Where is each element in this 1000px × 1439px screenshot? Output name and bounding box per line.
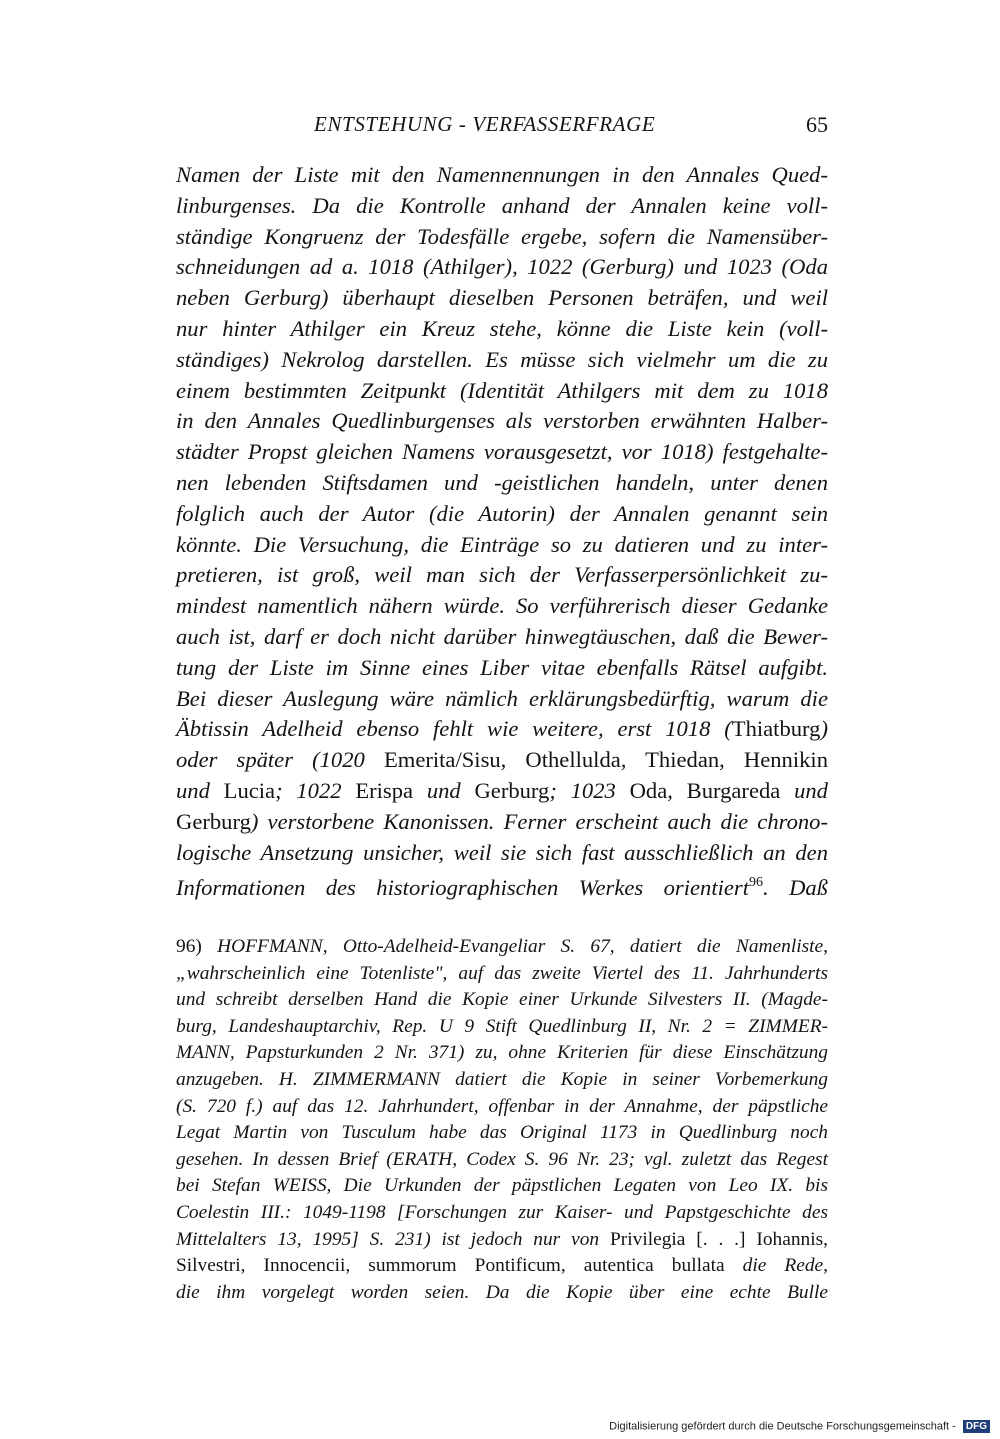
body-line: [176, 222, 828, 253]
text-segment: Silvestri, Innocencii, summorum Pontificum, autentica bullata: [176, 1255, 743, 1277]
footnote-line: [176, 987, 828, 1014]
text-segment: (S. 720 f.) auf das 12. Jahrhundert, offenbar in der Annahme, der päpstliche: [176, 1095, 828, 1117]
running-title: ENTSTEHUNG - VERFASSERFRAGE: [314, 112, 656, 136]
body-line: [176, 653, 828, 684]
text-segment: linburgenses. Da die Kontrolle anhand der Annalen keine voll-: [176, 192, 828, 218]
text-segment: ständiges) Nekrolog darstellen. Es müsse sich vielmehr um die zu: [176, 346, 828, 372]
footnote-line: [176, 1227, 828, 1254]
text-segment: pretieren, ist groß, weil man sich der Verfasserpersönlichkeit zu-: [176, 562, 828, 588]
footnote-line: [176, 934, 828, 961]
text-segment: Gerburg: [474, 777, 550, 803]
text-segment: Coelestin III.: 1049-1198 [Forschungen zur Kaiser- und Papstgeschichte des: [176, 1201, 828, 1223]
body-line: [176, 314, 828, 345]
footnote-ref: 96: [748, 875, 763, 891]
text-segment: Oda, Burgareda: [629, 777, 795, 803]
text-segment: ) verstorbene Kanonissen. Ferner erscheint auch die chrono-: [250, 808, 828, 834]
footnote-line: [176, 1067, 828, 1094]
footnote-line: [176, 1173, 828, 1200]
body-line: [176, 868, 828, 899]
body-line: [176, 406, 828, 437]
body-line: [176, 745, 828, 776]
text-segment: in den Annales Quedlinburgenses als verstorben erwähnten Halber-: [176, 408, 828, 434]
text-segment: Äbtissin Adelheid ebenso fehlt wie weitere, erst 1018 (: [176, 716, 732, 742]
body-line: [176, 560, 828, 591]
text-segment: MANN, Papsturkunden 2 Nr. 371) zu, ohne Kriterien für diese Einschätzung: [176, 1042, 828, 1064]
body-line: [176, 283, 828, 314]
text-segment: Namen der Liste mit den Namennennungen in den Annales Qued-: [176, 162, 828, 187]
body-line: [176, 530, 828, 561]
footnote-line: [176, 1094, 828, 1121]
text-segment: ; 1022: [275, 777, 356, 803]
text-segment: neben Gerburg) überhaupt dieselben Personen beträfen, und weil: [176, 285, 828, 311]
text-segment: ; 1023: [549, 777, 630, 803]
text-segment: Emerita/Sisu, Othellulda, Thiedan, Hennikin: [383, 747, 828, 773]
body-line: [176, 622, 828, 653]
text-segment: die Rede,: [742, 1255, 828, 1277]
text-segment: nen lebenden Stiftsdamen und -geistlichen handeln, unter denen: [176, 469, 828, 495]
text-segment: städter Propst gleichen Namens vorausgesetzt, vor 1018) festgehalte-: [176, 439, 828, 465]
text-segment: einem bestimmten Zeitpunkt (Identität Athilgers mit dem zu 1018: [176, 377, 828, 403]
body-line: [176, 437, 828, 468]
text-segment: Erispa: [355, 777, 427, 803]
footnote-line: [176, 1280, 828, 1307]
text-segment: die ihm vorgelegt worden seien. Da die Kopie über eine echte Bulle: [176, 1281, 828, 1303]
body-line: [176, 345, 828, 376]
text-segment: und: [176, 777, 224, 803]
body-line: [176, 376, 828, 407]
text-segment: „wahrscheinlich eine Totenliste", auf das zweite Viertel des 11. Jahrhunderts: [176, 962, 828, 984]
text-segment: Mittelalters 13, 1995] S. 231) ist jedoch nur von: [176, 1228, 610, 1250]
credit-text: Digitalisierung gefördert durch die Deutsche Forschungsgemeinschaft -: [609, 1420, 956, 1433]
footnote-line: [176, 1200, 828, 1227]
body-line: [176, 714, 828, 745]
text-segment: tung der Liste im Sinne eines Liber vitae ebenfalls Rätsel aufgibt.: [176, 654, 828, 680]
dfg-logo: DFG: [963, 1420, 990, 1433]
text-segment: schneidungen ad a. 1018 (Athilger), 1022 (Gerburg) und 1023 (Oda: [176, 254, 828, 280]
text-segment: und: [426, 777, 475, 803]
body-line: [176, 838, 828, 869]
body-text: [176, 160, 828, 899]
text-segment: Privilegia [. . .] Iohannis,: [610, 1228, 828, 1250]
footnote-line: [176, 1120, 828, 1147]
text-segment: Bei dieser Auslegung wäre nämlich erklärungsbedürftig, warum die: [176, 685, 828, 711]
text-segment: oder später (1020: [176, 747, 384, 773]
body-line: [176, 191, 828, 222]
body-line: [176, 776, 828, 807]
body-line: [176, 684, 828, 715]
footnote-line: [176, 1040, 828, 1067]
text-segment: ): [820, 716, 828, 742]
text-segment: logische Ansetzung unsicher, weil sie sich fast ausschließlich an den: [176, 839, 828, 865]
footnote-line: [176, 1253, 828, 1280]
body-line: [176, 807, 828, 838]
footnote-line: [176, 1147, 828, 1174]
footnote-line: [176, 961, 828, 988]
text-segment: Thiatburg: [731, 716, 821, 742]
text-segment: und: [794, 777, 828, 803]
text-segment: ständige Kongruenz der Todesfälle ergebe, sofern die Namensüber-: [176, 223, 828, 249]
text-segment: burg, Landeshauptarchiv, Rep. U 9 Stift Quedlinburg II, Nr. 2 = ZIMMER-: [176, 1015, 828, 1037]
text-segment: gesehen. In dessen Brief (ERATH, Codex S. 96 Nr. 23; vgl. zuletzt das Regest: [176, 1148, 828, 1170]
text-segment: . Daß: [762, 875, 828, 901]
text-segment: und schreibt derselben Hand die Kopie einer Urkunde Silvesters II. (Magde-: [176, 989, 828, 1011]
running-header: [314, 112, 828, 144]
page-number: 65: [806, 112, 828, 137]
text-segment: HOFFMANN, Otto-Adelheid-Evangeliar S. 67, datiert die Namenliste,: [217, 936, 828, 957]
text-segment: auch ist, darf er doch nicht darüber hinwegtäuschen, daß die Bewer-: [176, 623, 828, 649]
digitization-credit: [609, 1420, 990, 1433]
body-line: [176, 499, 828, 530]
text-segment: Informationen des historiographischen Werkes orientiert: [176, 875, 749, 901]
text-segment: anzugeben. H. ZIMMERMANN datiert die Kopie in seiner Vorbemerkung: [176, 1068, 828, 1090]
body-line: [176, 160, 828, 191]
footnote-line: [176, 1014, 828, 1041]
text-segment: Gerburg: [176, 808, 251, 834]
text-segment: mindest namentlich nähern würde. So verführerisch dieser Gedanke: [176, 593, 828, 619]
body-line: [176, 591, 828, 622]
body-line: [176, 252, 828, 283]
text-segment: 96): [176, 936, 218, 957]
text-segment: Lucia: [223, 777, 276, 803]
body-line: [176, 468, 828, 499]
text-segment: nur hinter Athilger ein Kreuz stehe, könne die Liste kein (voll-: [176, 315, 828, 341]
text-segment: könnte. Die Versuchung, die Einträge so zu datieren und zu inter-: [176, 531, 828, 557]
text-segment: folglich auch der Autor (die Autorin) der Annalen genannt sein: [176, 500, 828, 526]
text-segment: bei Stefan WEISS, Die Urkunden der päpstlichen Legaten von Leo IX. bis: [176, 1175, 828, 1197]
text-segment: Legat Martin von Tusculum habe das Original 1173 in Quedlinburg noch: [176, 1122, 828, 1144]
footnote-96: [176, 934, 828, 1306]
